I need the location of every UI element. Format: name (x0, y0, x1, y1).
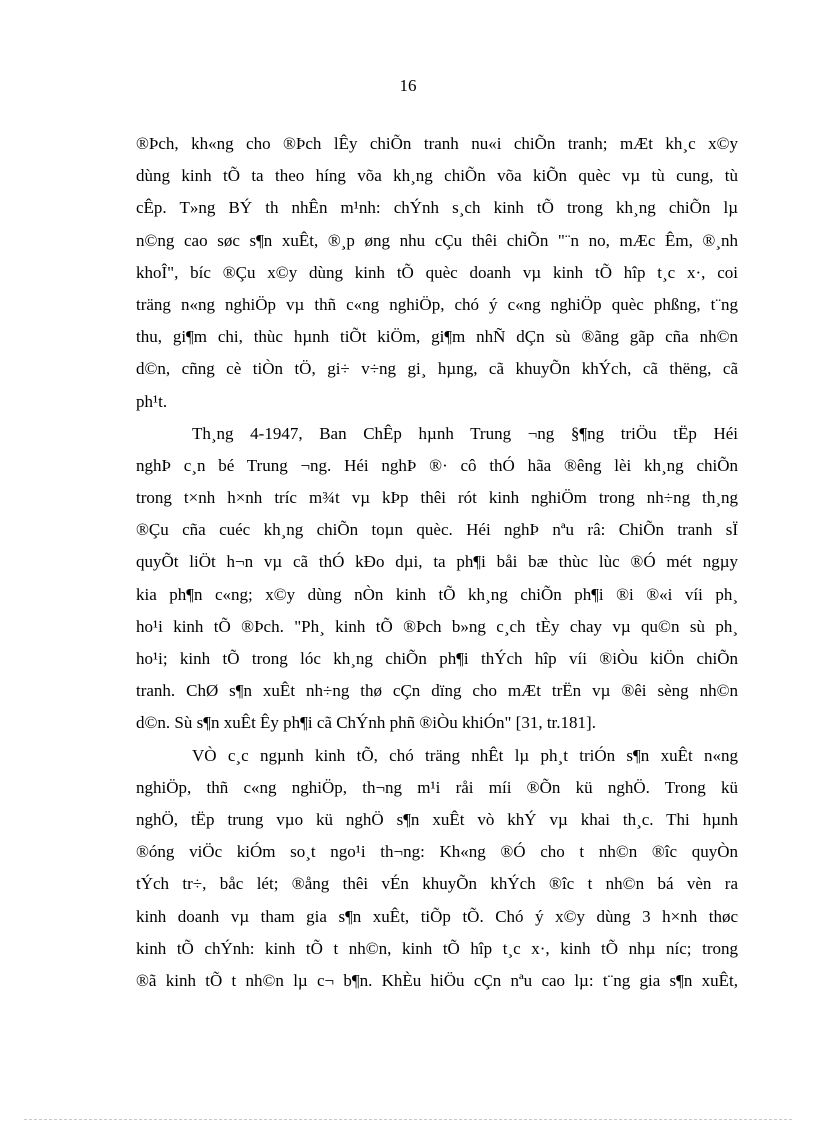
body-text (136, 128, 738, 997)
text-line: nghÞ c¸n bé Trung ¬ng. Héi nghÞ ®· cô thÓ hãa ®êng lèi kh¸ng chiÕn (136, 455, 738, 475)
text-line: kinh tÕ chÝnh: kinh tÕ t nh©n, kinh tÕ hîp t¸c x·, kinh tÕ nhµ níc; trong (136, 938, 738, 958)
text-line: ®ã kinh tÕ t nh©n lµ c¬ b¶n. KhÈu hiÖu cÇn nªu cao lµ: t¨ng gia s¶n xuÊt, (136, 970, 738, 990)
text-line: ph¹t. (136, 391, 168, 411)
text-line: ®Þch, kh«ng cho ®Þch lÊy chiÕn tranh nu«i chiÕn tranh; mÆt kh¸c x©y (136, 134, 738, 153)
text-line: träng n«ng nghiÖp vµ thñ c«ng nghiÖp, chó ý c«ng nghiÖp quèc phßng, t¨ng (136, 294, 738, 314)
text-line: kia ph¶n c«ng; x©y dùng nÒn kinh tÕ kh¸ng chiÕn ph¶i ®i ®«i víi ph¸ (136, 584, 738, 604)
text-line: d©n. Sù s¶n xuÊt Êy ph¶i cã ChÝnh phñ ®iÒu khiÓn" [31, tr.181]. (136, 713, 596, 733)
text-line: nghÖ, tËp trung vµo kü nghÖ s¶n xuÊt vò khÝ vµ khai th¸c. Thi hµnh (136, 809, 738, 829)
page-bottom-divider (24, 1119, 792, 1120)
text-line: ®Çu cña cuéc kh¸ng chiÕn toµn quèc. Héi nghÞ nªu râ: ChiÕn tranh sÏ (136, 520, 738, 540)
paragraph-start-line: Th¸ng 4-1947, Ban ChÊp hµnh Trung ¬ng §¶ng triÖu tËp Héi (192, 423, 738, 443)
text-line: nghiÖp, thñ c«ng nghiÖp, th¬ng m¹i råi míi ®Õn kü nghÖ. Trong kü (136, 777, 738, 797)
text-line: n©ng cao søc s¶n xuÊt, ®¸p øng nhu cÇu thêi chiÕn "¨n no, mÆc Êm, ®¸nh (136, 230, 738, 250)
text-line: dùng kinh tÕ ta theo híng võa kh¸ng chiÕn võa kiÕn quèc vµ tù cung, tù (136, 166, 738, 186)
paragraph-start-line: VÒ c¸c ngµnh kinh tÕ, chó träng nhÊt lµ ph¸t triÓn s¶n xuÊt n«ng (192, 745, 738, 765)
text-line: kinh doanh vµ tham gia s¶n xuÊt, tiÕp tÕ. Chó ý x©y dùng 3 h×nh thøc (136, 906, 738, 926)
text-line: tranh. ChØ s¶n xuÊt nh÷ng thø cÇn dïng cho mÆt trËn vµ ®êi sèng nh©n (136, 681, 738, 701)
text-line: khoÎ", bíc ®Çu x©y dùng kinh tÕ quèc doanh vµ kinh tÕ hîp t¸c x·, coi (136, 262, 738, 282)
text-line: trong t×nh h×nh tríc m¾t vµ kÞp thêi rót kinh nghiÖm trong nh÷ng th¸ng (136, 488, 738, 508)
text-line: ho¹i kinh tÕ ®Þch. "Ph¸ kinh tÕ ®Þch b»ng c¸ch tÈy chay vµ qu©n sù ph¸ (136, 616, 738, 636)
page-number: 16 (399, 76, 417, 95)
text-line: quyÕt liÖt h¬n vµ cã thÓ kÐo dµi, ta ph¶i båi bæ thùc lùc ®Ó mét ngµy (136, 552, 738, 572)
text-line: tÝch tr÷, båc lét; ®ång thêi vÉn khuyÕn khÝch ®îc t nh©n bá vèn ra (136, 874, 738, 894)
text-line: cÊp. T»ng BÝ th nhÊn m¹nh: chÝnh s¸ch kinh tÕ trong kh¸ng chiÕn lµ (136, 198, 738, 218)
text-line: ®óng viÖc kiÓm so¸t ngo¹i th¬ng: Kh«ng ®Ó cho t nh©n ®îc quyÒn (136, 842, 738, 862)
text-line: d©n, cñng cè tiÒn tÖ, gi÷ v÷ng gi¸ hµng, cã khuyÕn khÝch, cã thëng, cã (136, 359, 738, 379)
text-line: ho¹i; kinh tÕ trong lóc kh¸ng chiÕn ph¶i thÝch hîp víi ®iÒu kiÖn chiÕn (136, 649, 738, 668)
text-line: thu, gi¶m chi, thùc hµnh tiÕt kiÖm, gi¶m nhÑ dÇn sù ®ãng gãp cña nh©n (136, 327, 738, 347)
